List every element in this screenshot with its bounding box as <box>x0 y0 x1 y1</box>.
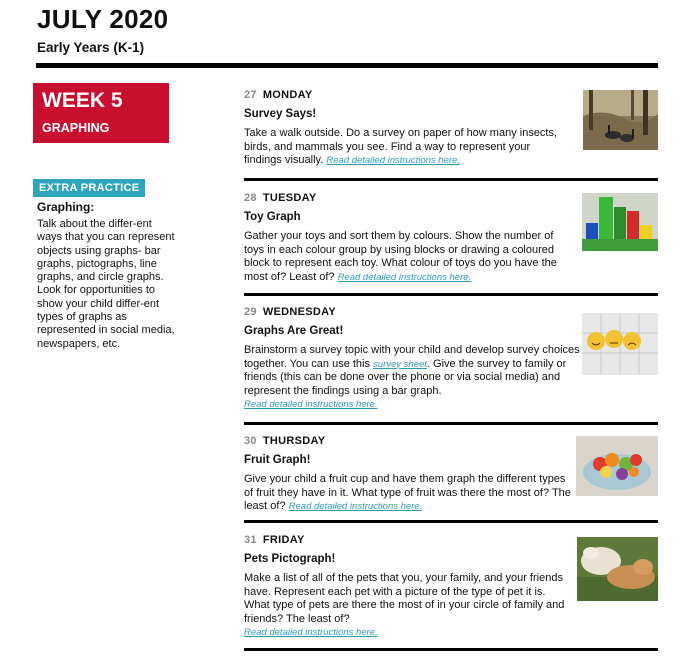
activity-description: Gather your toys and sort them by colours. Show the number of toys in each colour group by using blocks or drawing a coloured block to represent each toy. What colour of toys do you have the most of? Least of? Read detailed instructions here. <box>244 230 557 283</box>
day-divider <box>244 648 658 651</box>
colour-block-towers-image <box>582 193 658 251</box>
instructions-link[interactable]: Read detailed instructions here. <box>337 271 472 283</box>
day-name: MONDAY <box>262 89 313 101</box>
day-number: 27 <box>244 89 257 101</box>
day-number: 31 <box>244 534 257 546</box>
instructions-link[interactable]: Read detailed instructions here. <box>244 627 378 639</box>
fruit-bowl-image <box>576 436 658 496</box>
instructions-link[interactable]: Read detailed instructions here. <box>288 501 423 513</box>
day-number: 28 <box>244 192 257 204</box>
activity-title: Graphs Are Great! <box>244 325 344 337</box>
day-divider <box>244 520 658 523</box>
activity-description: Give your child a fruit cup and have them graph the different types of fruit they have in it. What type of fruit was there the most of? The least of? Read detailed instructions here. <box>244 473 571 513</box>
day-divider <box>244 422 658 425</box>
extra-practice-badge: EXTRA PRACTICE <box>33 179 145 197</box>
day-divider <box>244 178 658 181</box>
week-label: WEEK 5 <box>42 89 123 112</box>
week-topic: GRAPHING <box>42 121 110 135</box>
extra-practice-heading: Graphing: <box>37 200 95 214</box>
activity-title: Toy Graph <box>244 211 301 223</box>
emoji-puzzle-image <box>582 313 658 375</box>
geese-walking-image <box>583 90 658 150</box>
extra-practice-body: Talk about the differ-ent ways that you can represent objects using graphs- bar graphs, pictographs, line graphs, and circle graphs. Look for opportunities to show your child differ-ent types of graphs as represented in social media, newspapers, etc. <box>37 218 175 350</box>
activity-title: Survey Says! <box>244 108 317 120</box>
page-title: JULY 2020 <box>37 4 169 34</box>
week-banner <box>33 83 169 143</box>
header-divider <box>36 63 658 68</box>
activity-description: Take a walk outside. Do a survey on paper of how many insects, birds, and mammals you see. Find a way to represent your findings visually. Read detailed instructions here. <box>244 127 558 167</box>
day-name: TUESDAY <box>262 192 317 204</box>
instructions-link[interactable]: Read detailed instructions here. <box>244 399 378 411</box>
instructions-link[interactable]: Read detailed instructions here. <box>326 155 460 167</box>
day-name: FRIDAY <box>262 534 305 546</box>
activity-title: Fruit Graph! <box>244 454 311 466</box>
page-subtitle: Early Years (K-1) <box>37 40 145 55</box>
day-number: 30 <box>244 435 257 447</box>
cat-and-dog-image <box>577 537 658 601</box>
survey-sheet-link[interactable]: survey sheet <box>373 358 427 370</box>
day-name: THURSDAY <box>262 435 326 447</box>
day-number: 29 <box>244 306 257 318</box>
activity-title: Pets Pictograph! <box>244 553 336 565</box>
activity-description: Make a list of all of the pets that you, your family, and your friends have. Represent each pet with a picture of the type of pet it is. What type of pets are there the most of in your circle of family and friends? The least of? Read detailed instructions here. <box>244 572 565 639</box>
day-name: WEDNESDAY <box>262 306 337 318</box>
day-divider <box>244 293 658 296</box>
activity-description: Brainstorm a survey topic with your child and develop survey choices together. You can use this survey sheet. Give the survey to family or friends (this can be done over the phone or via social media) and represent the findings using a bar graph. Read detailed instructions here. <box>244 344 580 411</box>
